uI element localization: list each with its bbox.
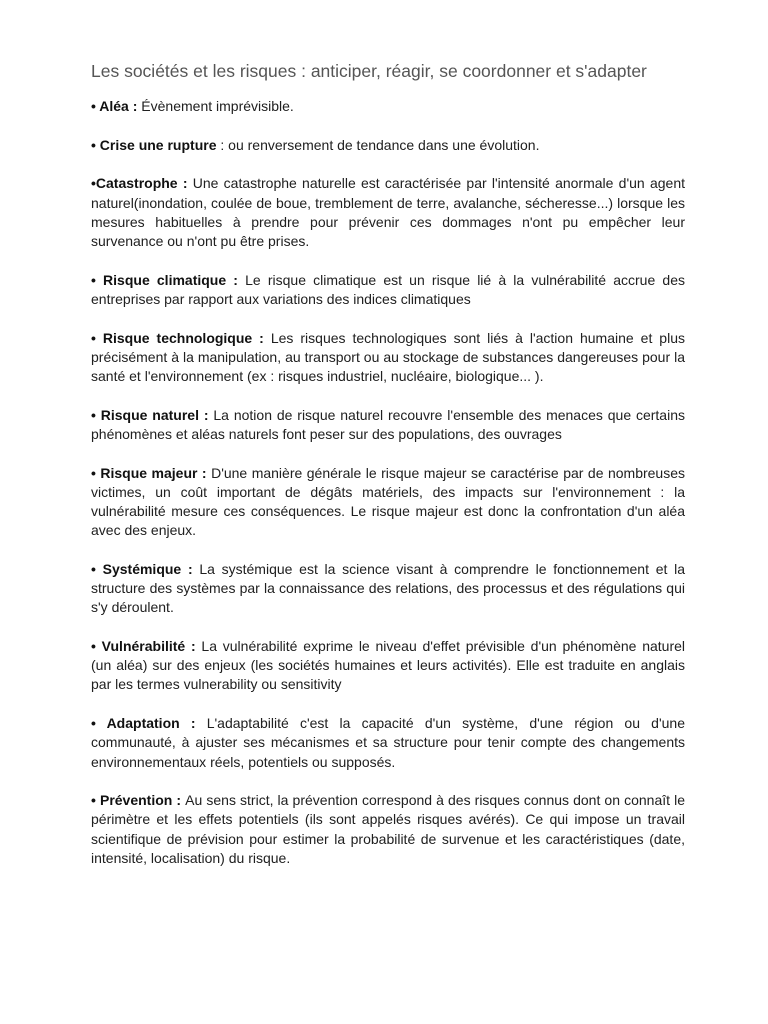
term-label: • Prévention : (91, 792, 186, 809)
definition-text: La vulnérabilité exprime le niveau d'effet prévisible d'un phénomène naturel (un aléa) sur des enjeux (les sociétés humaines et leurs activités). Elle est traduite en anglais par les termes vulnerability ou sensitivity (91, 638, 686, 693)
definition-text: D'une manière générale le risque majeur se caractérise par de nombreuses victimes, un coût important de dégâts matériels, des impacts sur l'environnement : la vulnérabilité mesure ces conséquences. Le risque majeur est donc la confrontation d'un aléa avec des enjeux. (91, 464, 686, 539)
entry-risque-majeur (91, 464, 685, 541)
definition-text: L'adaptabilité c'est la capacité d'un système, d'une région ou d'une communauté, à ajuster ses mécanismes et sa structure pour tenir compte des changements environnementaux réels, potentiels ou supposés. (91, 715, 685, 770)
definition-text: Évènement imprévisible. (141, 98, 294, 114)
term-label: • Adaptation : (91, 715, 207, 732)
entry-crise (91, 136, 685, 155)
entry-risque-naturel (91, 406, 685, 444)
term-label: •Catastrophe : (91, 175, 193, 192)
entry-alea (91, 97, 685, 116)
term-label: • Aléa : (91, 98, 142, 114)
definition-text: La systémique est la science visant à comprendre le fonctionnement et la structure des systèmes par la connaissance des relations, des processus et des régulations qui s'y déroulent. (91, 560, 685, 616)
entry-prevention (91, 791, 685, 868)
entry-systemique (91, 560, 685, 618)
definition-text: Le risque climatique est un risque lié à la vulnérabilité accrue des entreprises par rapport aux variations des indices climatiques (91, 271, 685, 307)
page-title: Les sociétés et les risques : anticiper, réagir, se coordonner et s'adapter (91, 61, 647, 81)
document-page (91, 60, 685, 888)
term-label: • Risque climatique : (91, 271, 246, 288)
entry-vulnerabilite (91, 637, 685, 695)
entry-risque-technologique (91, 329, 685, 387)
entry-catastrophe (91, 174, 685, 251)
term-label: • Risque majeur : (91, 464, 212, 481)
definition-text: Une catastrophe naturelle est caractérisée par l'intensité anormale d'un agent naturel(inondation, coulée de boue, tremblement de terre, avalanche, sécheresse...) lorsque les mesures habituelles à prendre pour prévenir ces dommages n'ont pu empêcher leur survenance ou n'ont pu être prises. (91, 175, 685, 250)
term-label: • Risque technologique : (91, 329, 271, 346)
entry-risque-climatique (91, 271, 685, 309)
definition-text: Au sens strict, la prévention correspond à des risques connus dont on connaît le périmètre et les effets potentiels (ils sont appelés risques avérés). Ce qui impose un travail scientifique de prévision pour estimer la probabilité de survenue et les caractéristiques (date, intensité, localisation) du risque. (91, 792, 685, 866)
definition-text: La notion de risque naturel recouvre l'ensemble des menaces que certains phénomènes et aléas naturels font peser sur des populations, des ouvrages (91, 406, 685, 442)
definition-text: : ou renversement de tendance dans une évolution. (216, 136, 540, 153)
entry-adaptation (91, 714, 685, 772)
term-label: • Risque naturel : (91, 406, 214, 423)
term-label: • Crise une rupture (91, 136, 217, 153)
term-label: • Systémique : (91, 560, 200, 577)
definition-text: Les risques technologiques sont liés à l'action humaine et plus précisément à la manipulation, au transport ou au stockage de substances dangereuses pour la santé et l'environnement (ex : risques industriel, nucléaire, biologique... ). (91, 329, 685, 385)
term-label: • Vulnérabilité : (91, 638, 202, 655)
